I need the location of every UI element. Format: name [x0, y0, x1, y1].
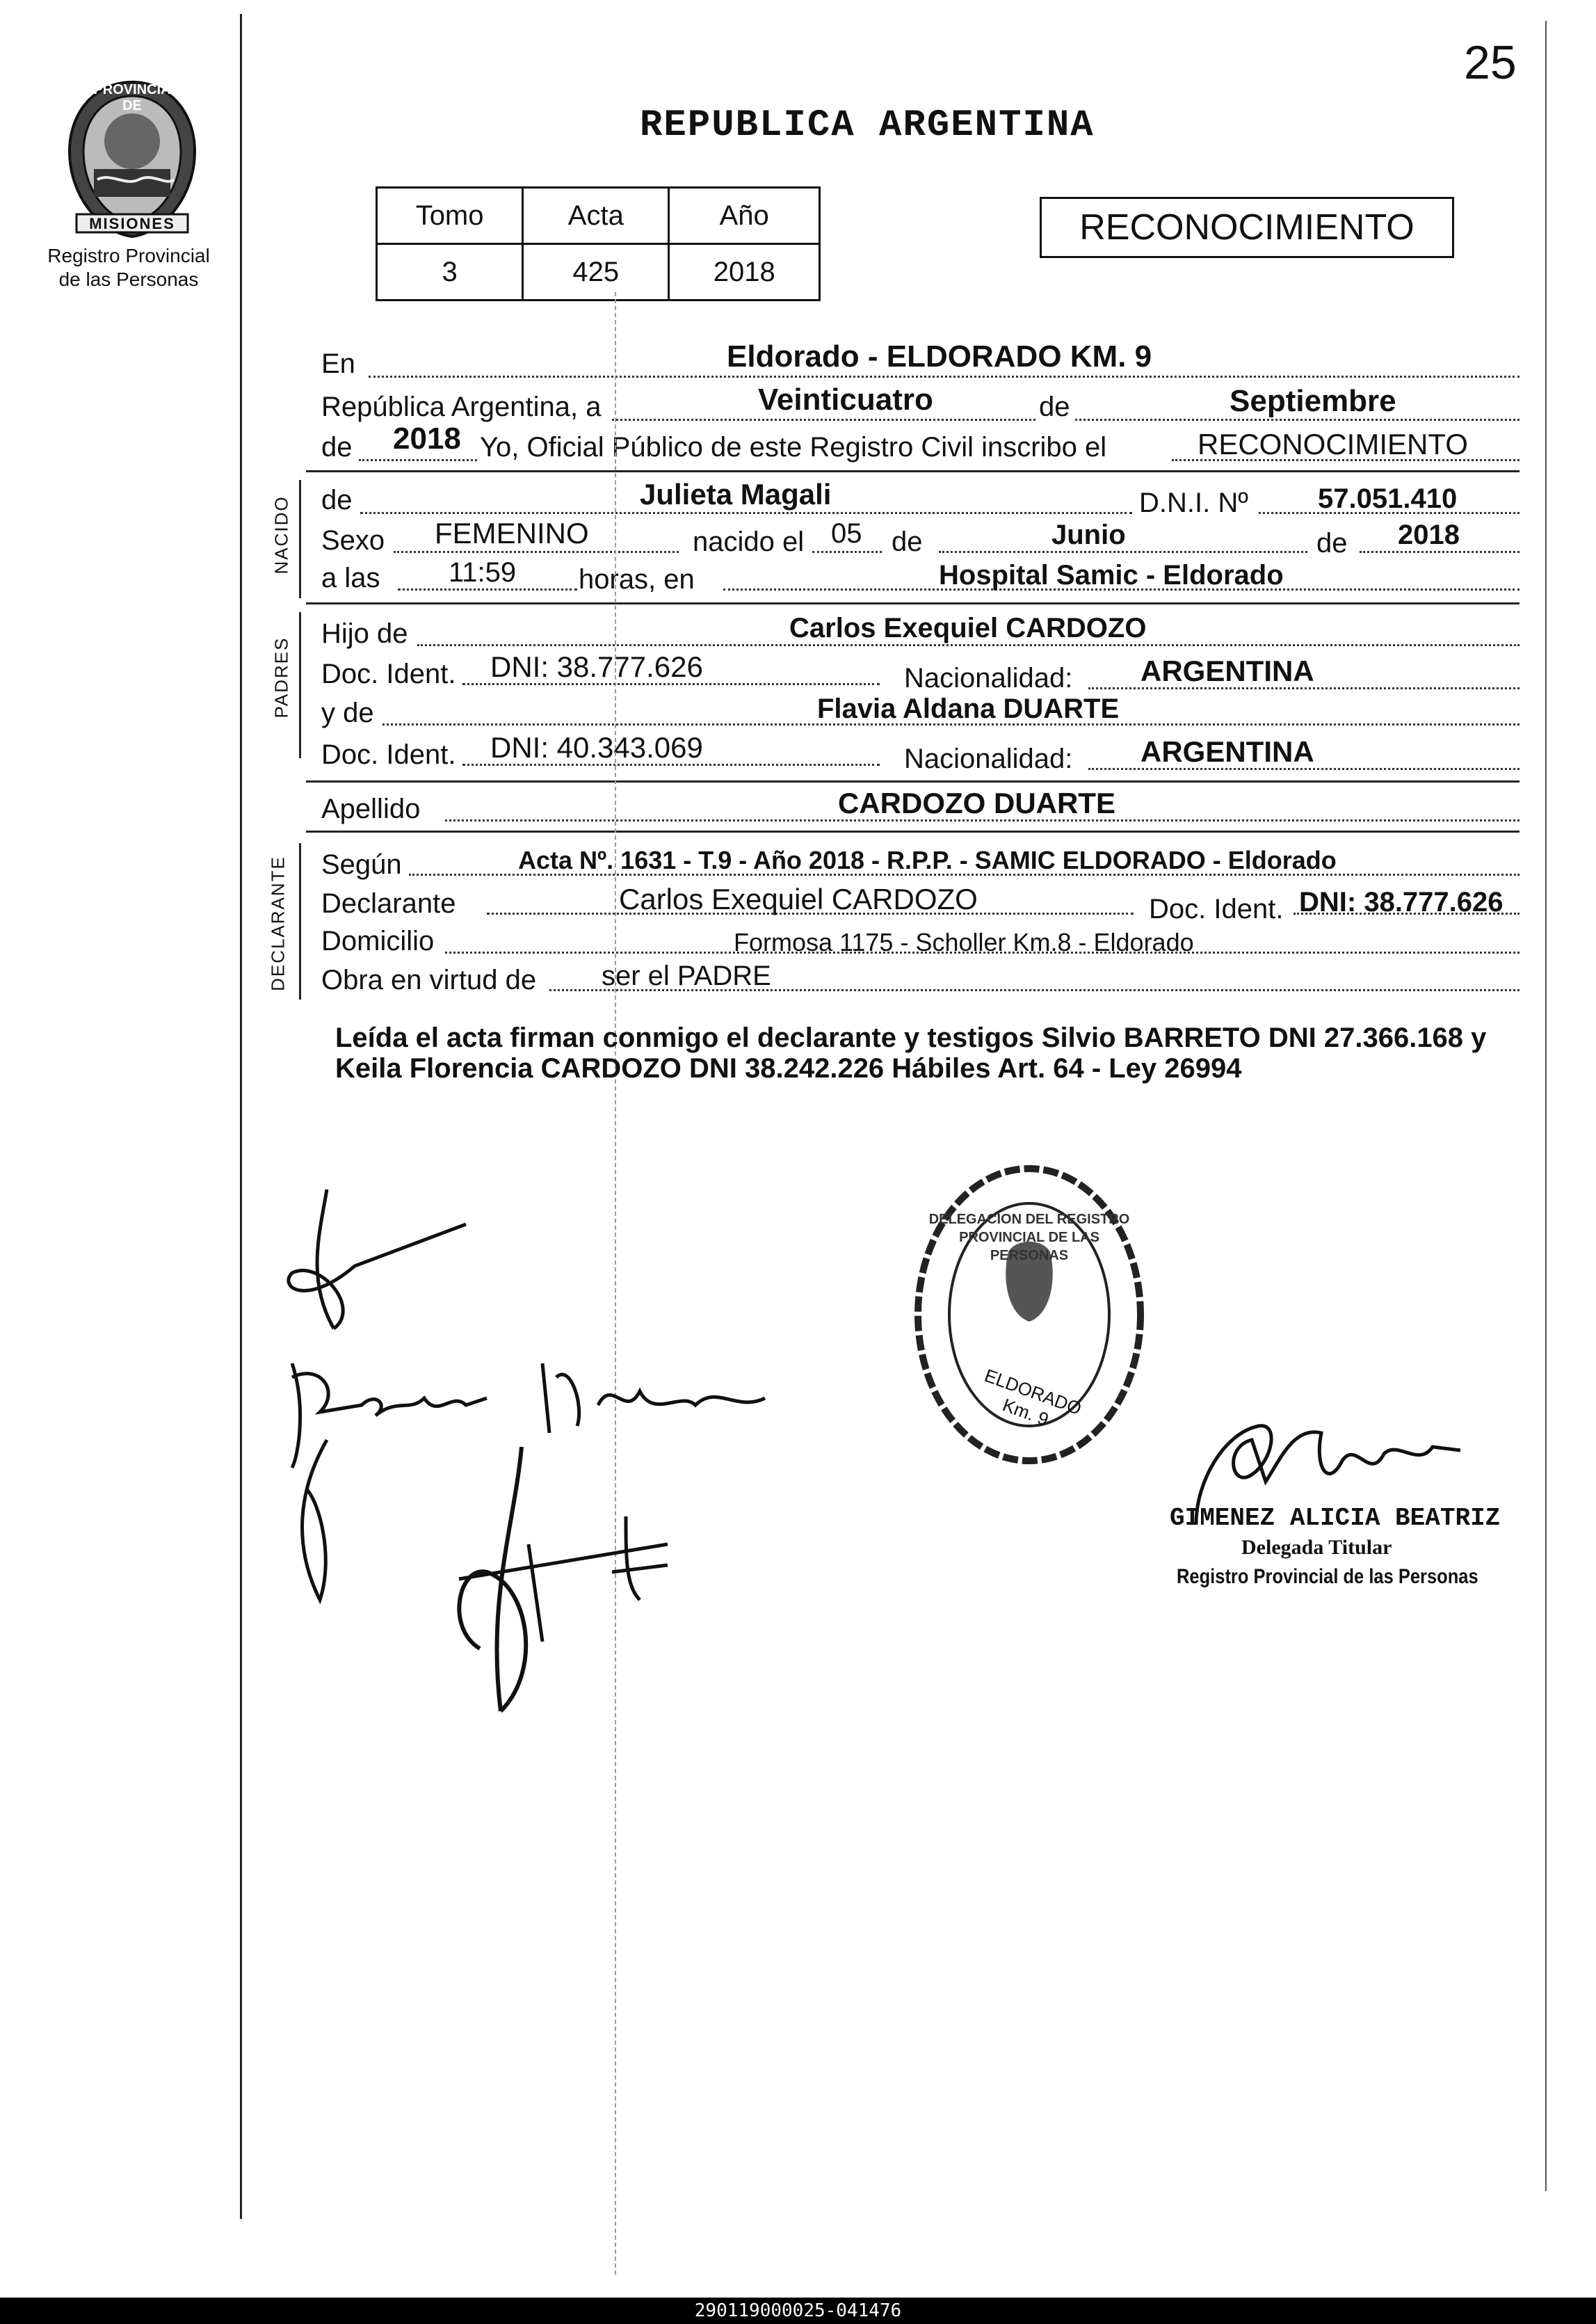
- table-value-tomo: 3: [377, 244, 523, 300]
- time-dotline: [398, 588, 577, 591]
- mother-doc: DNI: 40.343.069: [490, 731, 703, 764]
- nacido-bracket: [299, 480, 301, 598]
- mother-doc-dotline: [462, 764, 880, 766]
- right-margin-line: [1545, 21, 1547, 2191]
- official-stamp: [904, 1155, 1154, 1482]
- intro-act: RECONOCIMIENTO: [1198, 428, 1468, 460]
- segun-value: Acta Nº. 1631 - T.9 - Año 2018 - R.P.P. - SAMIC ELDORADO - Eldorado: [518, 846, 1337, 874]
- divider-after-apellido: [306, 831, 1520, 833]
- emblem-text-top: PROVINCIA DE: [93, 82, 171, 113]
- signature-3: [278, 1419, 695, 1725]
- nacido-de-label: de: [321, 485, 353, 515]
- birth-place: Hospital Samic - Eldorado: [939, 560, 1284, 591]
- republica-label: República Argentina, a: [321, 392, 602, 422]
- table-header-acta: Acta: [523, 188, 669, 244]
- nacido-name: Julieta Magali: [640, 478, 832, 511]
- birth-day: 05: [831, 518, 862, 549]
- birth-de-label2: de: [1316, 528, 1348, 559]
- father-doc-dotline: [462, 683, 880, 685]
- closing-statement: Leída el acta firman conmigo el declarante y testigos Silvio BARRETO DNI 27.366.168 y Keila Florencia CARDOZO DNI 38.242.226 Hábiles Art. 64 - Ley 26994: [335, 1023, 1487, 1084]
- divider-after-padres: [306, 780, 1520, 783]
- official-name: GIMENEZ ALICIA BEATRIZ: [1170, 1504, 1501, 1532]
- left-margin-line: [240, 14, 242, 2219]
- y-de-label: y de: [321, 698, 374, 728]
- hijo-label: Hijo de: [321, 618, 408, 649]
- obra-value: ser el PADRE: [602, 961, 771, 991]
- padres-bracket: [299, 612, 301, 758]
- birth-month-dotline: [939, 551, 1307, 553]
- mother-nat-dotline: [1088, 768, 1520, 770]
- en-dotline: [369, 376, 1520, 378]
- declarante-doc-label: Doc. Ident.: [1149, 894, 1284, 924]
- record-table: [376, 186, 821, 301]
- table-header-ano: Año: [669, 188, 820, 244]
- father-nat-label: Nacionalidad:: [904, 663, 1073, 694]
- mother-nat-label: Nacionalidad:: [904, 744, 1073, 774]
- father-doc-label: Doc. Ident.: [321, 659, 456, 689]
- birth-day-dotline: [812, 551, 882, 553]
- father-name: Carlos Exequiel CARDOZO: [789, 613, 1147, 643]
- birth-time: 11:59: [449, 557, 517, 588]
- obra-label: Obra en virtud de: [321, 965, 537, 995]
- father-dotline: [417, 644, 1520, 646]
- table-value-acta: 425: [523, 244, 669, 300]
- fold-line: [615, 292, 616, 2275]
- intro-year: 2018: [393, 422, 461, 456]
- declarante-name: Carlos Exequiel CARDOZO: [619, 883, 978, 915]
- country-heading: REPUBLICA ARGENTINA: [640, 104, 1095, 147]
- intro-place: Eldorado - ELDORADO KM. 9: [727, 339, 1152, 374]
- birth-year: 2018: [1398, 520, 1460, 550]
- stamp-ring-text: DELEGACION DEL REGISTRO PROVINCIAL DE LAS PERSONAS: [928, 1212, 1130, 1263]
- apellido-label: Apellido: [321, 794, 421, 824]
- signature-1: [278, 1176, 487, 1343]
- emblem-text-bottom: MISIONES: [89, 215, 175, 232]
- official-office: Registro Provincial de las Personas: [1177, 1565, 1478, 1588]
- sexo-dotline: [394, 551, 679, 553]
- office-name-line2: de las Personas: [58, 269, 199, 290]
- official-title: Delegada Titular: [1241, 1536, 1392, 1559]
- divider-after-nacido: [306, 602, 1520, 604]
- intro-day: Veinticuatro: [758, 383, 933, 417]
- nacido-name-dotline: [360, 512, 1132, 514]
- page-number: 25: [1464, 36, 1517, 89]
- padres-section-label: PADRES: [271, 636, 292, 719]
- intro-de-label2: de: [321, 432, 353, 463]
- domicilio-label: Domicilio: [321, 926, 435, 956]
- horas-label: horas, en: [579, 564, 695, 595]
- mother-doc-label: Doc. Ident.: [321, 739, 456, 770]
- apellido-value: CARDOZO DUARTE: [838, 787, 1115, 819]
- intro-statement: Yo, Oficial Público de este Registro Civil inscribo el: [480, 432, 1107, 463]
- domicilio-value: Formosa 1175 - Scholler Km.8 - Eldorado: [734, 928, 1194, 956]
- office-name-line1: Registro Provincial: [47, 245, 210, 266]
- mother-name: Flavia Aldana DUARTE: [817, 694, 1120, 724]
- nacido-sexo: FEMENINO: [435, 517, 589, 550]
- intro-de-label: de: [1036, 391, 1073, 423]
- nacido-dni: 57.051.410: [1318, 483, 1458, 514]
- birth-year-dotline: [1360, 551, 1520, 553]
- sexo-label: Sexo: [321, 525, 385, 556]
- table-header-tomo: Tomo: [377, 188, 523, 244]
- declarante-bracket: [299, 843, 301, 1000]
- dni-label: D.N.I. Nº: [1139, 488, 1248, 518]
- nacido-el-label: nacido el: [693, 527, 805, 557]
- father-doc: DNI: 38.777.626: [490, 650, 703, 683]
- mother-nationality: ARGENTINA: [1140, 735, 1314, 768]
- divider-after-intro: [306, 470, 1520, 472]
- a-las-label: a las: [321, 563, 380, 593]
- birth-month: Junio: [1051, 520, 1126, 550]
- apellido-dotline: [445, 819, 1520, 822]
- declarante-doc: DNI: 38.777.626: [1299, 887, 1504, 917]
- segun-label: Según: [321, 849, 402, 880]
- declarante-section-label: DECLARANTE: [267, 856, 289, 991]
- declarante-label: Declarante: [321, 888, 456, 919]
- stamp-inner-text: ELDORADO Km. 9: [981, 1364, 1085, 1430]
- table-value-ano: 2018: [669, 244, 820, 300]
- father-nat-dotline: [1088, 687, 1520, 689]
- year-dotline: [359, 459, 477, 461]
- birth-de-label: de: [892, 527, 923, 557]
- nacido-section-label: NACIDO: [271, 495, 292, 575]
- father-nationality: ARGENTINA: [1140, 655, 1314, 687]
- intro-month: Septiembre: [1230, 384, 1396, 418]
- barcode-footer: 290119000025-041476: [0, 2298, 1596, 2324]
- record-type-box: RECONOCIMIENTO: [1040, 197, 1454, 258]
- en-label: En: [321, 348, 355, 379]
